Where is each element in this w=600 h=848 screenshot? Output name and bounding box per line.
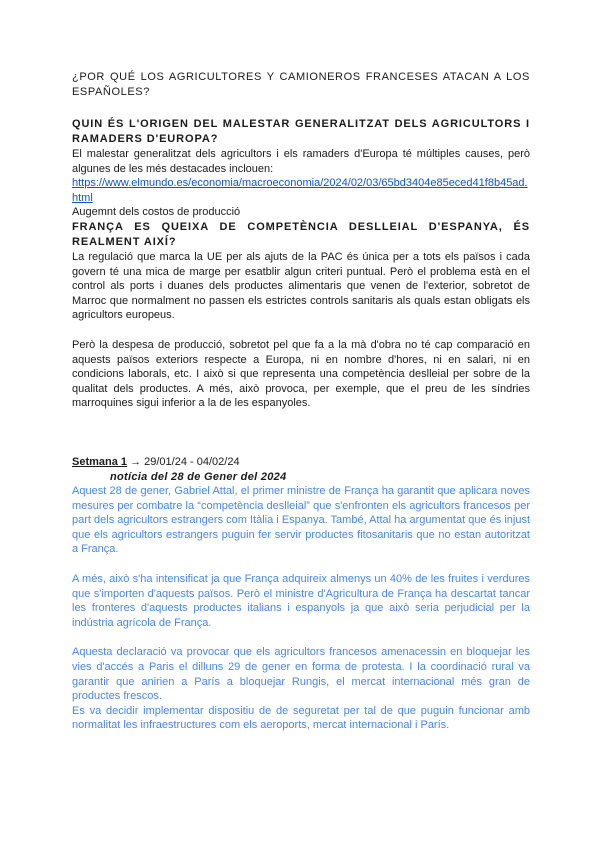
section-intro: El malestar generalitzat dels agricultors i els ramaders d'Europa té múltiples causes, però algunes de les més destacades inclouen:	[72, 148, 530, 175]
news-paragraph-1: Aquest 28 de gener, Gabriel Attal, el primer ministre de França ha garantit que aplicara noves mesures per combatre la “competència deslleial” que s'enfronten els agricultors francesos per part dels agricultors estrangers com Itàlia i Espanya. També, Attal ha argumentat que és injust que els agricultors estrangers puguin fer servir productes fitosanitaris que no estan autoritzat a França.	[72, 485, 530, 556]
news-date: notícia del 28 de Gener del 2024	[110, 470, 287, 483]
news-paragraph-4: Es va decidir implementar dispositiu de de seguretat per tal de que puguin funcionar amb normalitat les infraestructures com els aeroports, mercat internacional i París.	[72, 704, 530, 732]
news-paragraph-3: Aquesta declaració va provocar que els agricultors francesos amenacessin en bloquejar les vies d'accés a Paris el dilluns 29 de gener en forma de protesta. I la coordinació rural va garantir que anirien a París a bloquejar Rungis, el mercat internacional més gran de productes frescos.	[72, 646, 530, 703]
paragraph-regulation: La regulació que marca la UE per als ajuts de la PAC és única per a tots els països i cada govern té una mica de marge per esatblir algun criteri puntual. Però el problema està en el control als ports i duanes dels productes alimentaris que venen de l'exterior, sobretot de Marroc que normalment no passen els estrictes controls sanitaris als quals estan obligats els agricultors europeus.	[72, 250, 530, 322]
week-label: Setmana 1	[72, 455, 128, 468]
paragraph-production-cost: Però la despesa de producció, sobretot pel que fa a la mà d'obra no té cap comparació en aquests països exteriors respecte a Europa, ni en nombre d'hores, ni en salari, ni en condicions laborals, etc. I això si que representa una competència deslleial per sobre de la qualitat dels productes. A més, això provoca, per exemple, que el preu de les síndries marroquines sigui inferior a la de les espanyoles.	[72, 338, 530, 410]
section-heading-competition: FRANÇA ES QUEIXA DE COMPETÈNCIA DESLLEIAL D'ESPANYA, ÉS REALMENT AIXÍ?	[72, 220, 530, 248]
document-page	[72, 70, 530, 733]
week-range: → 29/01/24 - 04/02/24	[127, 455, 240, 468]
document-title: ¿POR QUÉ LOS AGRICULTORES Y CAMIONEROS FRANCESES ATACAN A LOS ESPAÑOLES?	[72, 71, 530, 98]
week-header	[72, 455, 530, 470]
source-link[interactable]: https://www.elmundo.es/economia/macroeconomia/2024/02/03/65bd3404e85eced41f8b45ad.html	[72, 177, 528, 204]
news-paragraph-2: A més, això s'ha intensificat ja que França adquireix almenys un 40% de les fruites i verdures que s'importen d'aquests països. Però el ministre d'Agricultura de França ha descartat tancar les fronteres d'aquests productes italians i espanyols ja que això seria perjudicial per la indústria agrícola de França.	[72, 573, 530, 629]
section-heading-origin: QUIN ÉS L'ORIGEN DEL MALESTAR GENERALITZAT DELS AGRICULTORS I RAMADERS D'EUROPA?	[72, 118, 530, 145]
cause-item: Augemnt dels costos de producció	[72, 206, 241, 219]
